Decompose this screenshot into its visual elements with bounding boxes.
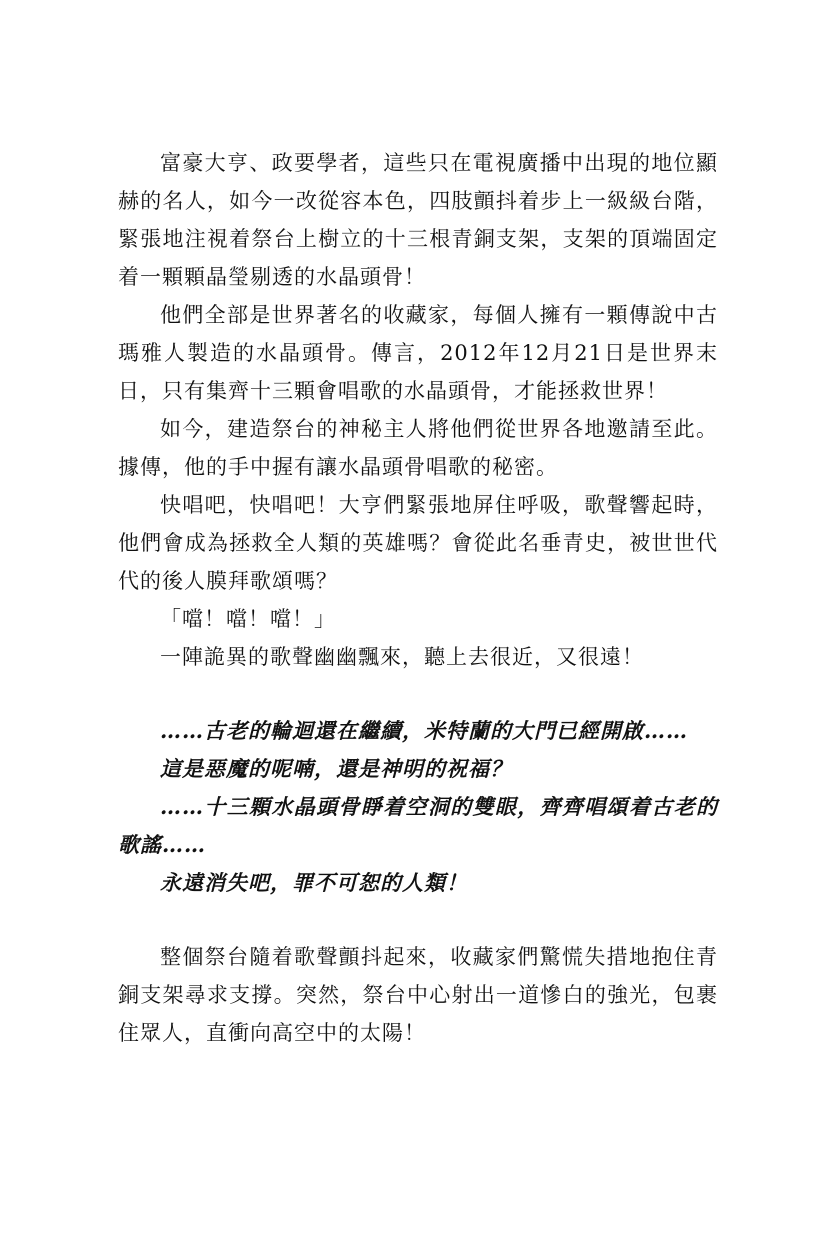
body-text bbox=[118, 144, 718, 1052]
paragraph: 他們全部是世界著名的收藏家，每個人擁有一顆傳說中古瑪雅人製造的水晶頭骨。傳言，2012年12月21日是世界末日，只有集齊十三顆會唱歌的水晶頭骨，才能拯救世界！ bbox=[118, 303, 718, 403]
sound-effect-line: 「噹！噹！噹！」 bbox=[160, 607, 336, 631]
paragraph: 如今，建造祭台的神秘主人將他們從世界各地邀請至此。據傳，他的手中握有讓水晶頭骨唱歌的秘密。 bbox=[118, 417, 718, 479]
paragraph: 一陣詭異的歌聲幽幽飄來，聽上去很近，又很遠！ bbox=[160, 645, 644, 669]
paragraph: 富豪大亨、政要學者，這些只在電視廣播中出現的地位顯赫的名人，如今一改從容本色，四肢顫抖着步上一級級台階，緊張地注視着祭台上樹立的十三根青銅支架，支架的頂端固定着一顆顆晶瑩剔透的水晶頭骨！ bbox=[118, 151, 718, 289]
paragraph: 快唱吧，快唱吧！大亨們緊張地屏住呼吸，歌聲響起時，他們會成為拯救全人類的英雄嗎？會從此名垂青史，被世世代代的後人膜拜歌頌嗎？ bbox=[118, 493, 718, 593]
song-line: ……十三顆水晶頭骨睜着空洞的雙眼，齊齊唱頌着古老的歌謠…… bbox=[118, 794, 718, 857]
song-line: 這是惡魔的呢喃，還是神明的祝福？ bbox=[160, 756, 512, 781]
song-line: 永遠消失吧，罪不可恕的人類！ bbox=[160, 870, 468, 895]
section-gap bbox=[118, 902, 718, 938]
paragraph: 整個祭台隨着歌聲顫抖起來，收藏家們驚慌失措地抱住青銅支架尋求支撐。突然，祭台中心射出一道慘白的強光，包裹住眾人，直衝向高空中的太陽！ bbox=[118, 945, 718, 1045]
song-line: ……古老的輪迴還在繼續，米特蘭的大門已經開啟…… bbox=[160, 718, 688, 743]
section-gap bbox=[118, 676, 718, 712]
